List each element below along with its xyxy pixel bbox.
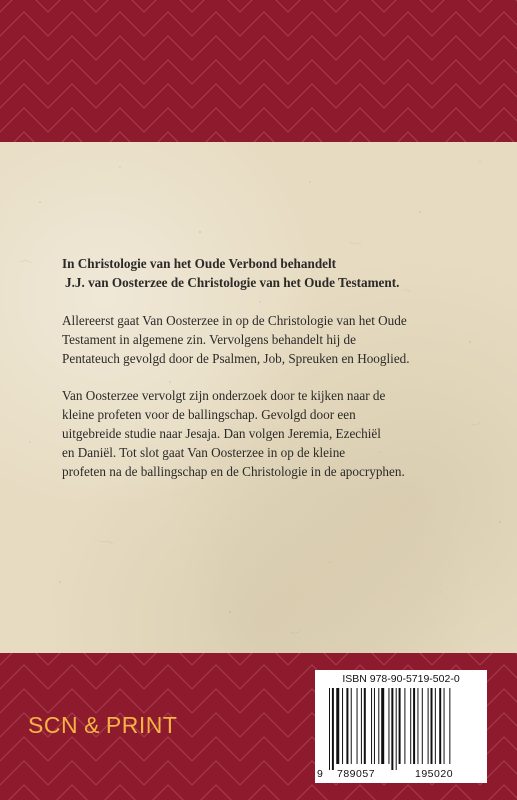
barcode-bar (413, 688, 415, 764)
barcode-bar (351, 688, 352, 764)
barcode-digits-right: 195020 (415, 768, 454, 780)
logo-text-right: PRINT (105, 712, 178, 738)
text-line: en Daniël. Tot slot gaat Van Oosterzee in op de kleine (62, 445, 346, 460)
barcode-bar (428, 688, 429, 764)
text-line: Testament in algemene zin. Vervolgens behandelt hij de (62, 332, 356, 347)
barcode-bar (361, 688, 362, 764)
barcode-bar (391, 688, 393, 770)
barcode-bar (374, 688, 375, 764)
logo-text-n: N (60, 712, 79, 738)
intro-line: In Christologie van het Oude Verbond behandelt (62, 256, 337, 271)
text-line: profeten na de ballingschap en de Christologie in de apocryphen. (62, 464, 405, 479)
barcode-bar (332, 688, 334, 770)
barcode-bar (422, 688, 423, 764)
barcode-bar (449, 688, 450, 764)
barcode-bar (439, 688, 441, 764)
chevron-pattern-top (0, 0, 517, 142)
barcode-digits-left: 789057 (337, 768, 376, 780)
text-line: uitgebreide studie naar Jesaja. Dan volgen Jeremia, Ezechiël (62, 426, 381, 441)
isbn-label: ISBN 978-90-5719-502-0 (342, 673, 460, 685)
barcode-bar (342, 688, 343, 764)
barcode-bar (410, 688, 411, 764)
barcode-bar (396, 688, 397, 770)
barcode-bar (417, 688, 418, 764)
barcode-bar (378, 688, 379, 764)
barcode-bar (404, 688, 405, 764)
barcode-bar (444, 688, 445, 764)
text-line: Van Oosterzee vervolgt zijn onderzoek door te kijken naar de (62, 388, 386, 403)
intro-line: J.J. van Oosterzee de Christologie van het Oude Testament. (65, 275, 400, 290)
barcode-bar (435, 688, 436, 764)
paragraph-2 (62, 386, 482, 481)
barcode-bar (336, 688, 339, 764)
paragraph-1 (62, 311, 482, 368)
text-line: kleine profeten voor de ballingschap. Gevolgd door een (62, 407, 356, 422)
logo-text-left: SC (28, 712, 61, 738)
text-line: Pentateuch gevolgd door de Psalmen, Job, Spreuken en Hooglied. (62, 351, 410, 366)
barcode-bar (357, 688, 358, 764)
barcode-bar (399, 688, 401, 764)
top-band (0, 0, 517, 142)
barcode-bar (346, 688, 348, 764)
barcode-bar (381, 688, 384, 764)
barcode-bar (364, 688, 366, 764)
barcode-bar (329, 688, 330, 770)
barcode-digit-first: 9 (317, 768, 324, 780)
publisher-logo (28, 712, 177, 739)
intro-paragraph (62, 254, 482, 292)
barcode-bar (388, 688, 389, 764)
text-line: Allereerst gaat Van Oosterzee in op de Christologie van het Oude (62, 313, 407, 328)
barcode-bar (371, 688, 372, 764)
barcode-bar (431, 688, 433, 764)
barcode-bars (315, 670, 487, 783)
logo-ampersand: & (84, 712, 100, 738)
description-text (62, 254, 482, 499)
isbn-barcode (315, 670, 487, 783)
